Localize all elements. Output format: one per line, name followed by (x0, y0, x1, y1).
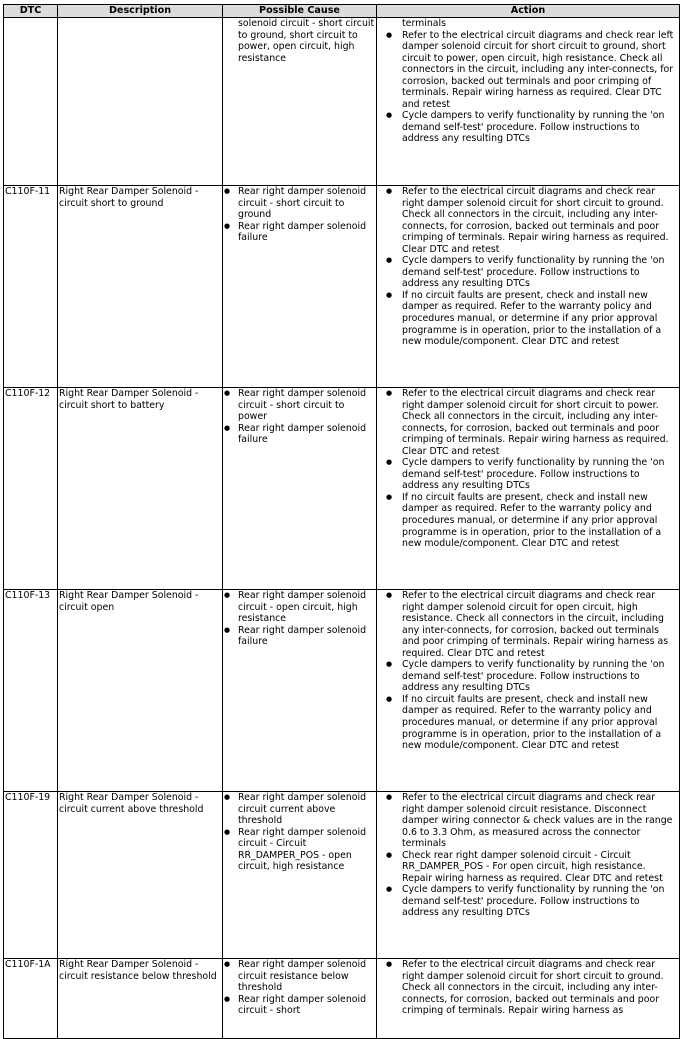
action-item: ● Refer to the electrical circuit diagrams and check rear right damper solenoid circuit for short circuit to power. Check all connectors in the circuit, including any inter-connects, for corrosion, backed out terminals and poor crimping of terminals. Repair wiring harness as required. Clear DTC and retest (402, 388, 678, 457)
possible-cause-cell (223, 388, 377, 590)
cause-item: ● Rear right damper solenoid circuit - short circuit to ground (238, 186, 375, 221)
cause-item: ● Rear right damper solenoid failure (238, 625, 375, 648)
table-row (4, 388, 680, 590)
table-row (4, 186, 680, 388)
cause-item: ● Rear right damper solenoid circuit - Circuit RR_DAMPER_POS - open circuit, high resistance (238, 827, 375, 873)
dtc-code (4, 18, 58, 186)
table-row (4, 590, 680, 792)
possible-cause-cell (223, 18, 377, 186)
header-action: Action (377, 5, 680, 18)
cause-item: solenoid circuit - short circuit to ground, short circuit to power, open circuit, high resistance (238, 18, 375, 64)
dtc-description: Right Rear Damper Solenoid - circuit short to ground (58, 186, 223, 388)
possible-cause-cell (223, 792, 377, 959)
dtc-table-page (3, 4, 679, 1039)
action-item: ● Cycle dampers to verify functionality by running the 'on demand self-test' procedure. Follow instructions to address any resulting DTCs (402, 659, 678, 694)
action-item: ● Refer to the electrical circuit diagrams and check rear left damper solenoid circuit for short circuit to ground, short circuit to power, open circuit, high resistance. Check all connectors in the circuit, including any inter-connects, for corrosion, backed out terminals and poor crimping of terminals. Repair wiring harness as required. Clear DTC and retest (402, 30, 678, 111)
header-dtc: DTC (4, 5, 58, 18)
dtc-code: C110F-11 (4, 186, 58, 388)
cause-item: ● Rear right damper solenoid circuit resistance below threshold (238, 959, 375, 994)
dtc-code: C110F-13 (4, 590, 58, 792)
cause-item: ● Rear right damper solenoid failure (238, 221, 375, 244)
action-cell (377, 18, 680, 186)
action-item: ● Refer to the electrical circuit diagrams and check rear right damper solenoid circuit resistance. Disconnect damper wiring connector & check values are in the range 0.6 to 3.3 Ohm, as measured across the connector terminals (402, 792, 678, 850)
action-item: ● If no circuit faults are present, check and install new damper as required. Refer to the warranty policy and procedures manual, or determine if any prior approval programme is in operation, prior to the installation of a new module/component. Clear DTC and retest (402, 290, 678, 348)
cause-item: ● Rear right damper solenoid circuit - short circuit to power (238, 388, 375, 423)
action-item: ● Check rear right damper solenoid circuit - Circuit RR_DAMPER_POS - For open circuit, high resistance. Repair wiring harness as required. Clear DTC and retest (402, 850, 678, 885)
table-header-row (4, 5, 680, 18)
dtc-code: C110F-19 (4, 792, 58, 959)
dtc-description (58, 18, 223, 186)
action-item: ● Cycle dampers to verify functionality by running the 'on demand self-test' procedure. Follow instructions to address any resulting DTCs (402, 110, 678, 145)
action-item: ● Refer to the electrical circuit diagrams and check rear right damper solenoid circuit for open circuit, high resistance. Check all connectors in the circuit, including any inter-connects, for corrosion, backed out terminals and poor crimping of terminals. Repair wiring harness as required. Clear DTC and retest (402, 590, 678, 659)
cause-item: ● Rear right damper solenoid failure (238, 423, 375, 446)
table-row (4, 792, 680, 959)
cause-item: ● Rear right damper solenoid circuit current above threshold (238, 792, 375, 827)
action-item: ● Cycle dampers to verify functionality by running the 'on demand self-test' procedure. Follow instructions to address any resulting DTCs (402, 884, 678, 919)
dtc-description: Right Rear Damper Solenoid - circuit short to battery (58, 388, 223, 590)
dtc-code: C110F-1A (4, 959, 58, 1039)
cause-item: ● Rear right damper solenoid circuit - short (238, 994, 375, 1017)
dtc-code: C110F-12 (4, 388, 58, 590)
header-description: Description (58, 5, 223, 18)
dtc-description: Right Rear Damper Solenoid - circuit current above threshold (58, 792, 223, 959)
action-cell (377, 792, 680, 959)
dtc-description: Right Rear Damper Solenoid - circuit resistance below threshold (58, 959, 223, 1039)
action-item: ● If no circuit faults are present, check and install new damper as required. Refer to the warranty policy and procedures manual, or determine if any prior approval programme is in operation, prior to the installation of a new module/component. Clear DTC and retest (402, 492, 678, 550)
header-possible-cause: Possible Cause (223, 5, 377, 18)
action-item: ● If no circuit faults are present, check and install new damper as required. Refer to the warranty policy and procedures manual, or determine if any prior approval programme is in operation, prior to the installation of a new module/component. Clear DTC and retest (402, 694, 678, 752)
action-cell (377, 388, 680, 590)
dtc-description: Right Rear Damper Solenoid - circuit open (58, 590, 223, 792)
table-row (4, 18, 680, 186)
action-item: ● Refer to the electrical circuit diagrams and check rear right damper solenoid circuit for short circuit to ground. Check all connectors in the circuit, including any inter-connects, for corrosion, backed out terminals and poor crimping of terminals. Repair wiring harness as required. Clear DTC and retest (402, 186, 678, 255)
action-item: ● Refer to the electrical circuit diagrams and check rear right damper solenoid circuit for short circuit to ground. Check all connectors in the circuit, including any inter-connects, for corrosion, backed out terminals and poor crimping of terminals. Repair wiring harness as (402, 959, 678, 1017)
action-item: ● Cycle dampers to verify functionality by running the 'on demand self-test' procedure. Follow instructions to address any resulting DTCs (402, 255, 678, 290)
possible-cause-cell (223, 590, 377, 792)
action-cell (377, 186, 680, 388)
action-item: ● Cycle dampers to verify functionality by running the 'on demand self-test' procedure. Follow instructions to address any resulting DTCs (402, 457, 678, 492)
action-item: terminals (402, 18, 447, 29)
dtc-table (3, 4, 680, 1039)
possible-cause-cell (223, 186, 377, 388)
action-cell (377, 590, 680, 792)
cause-item: ● Rear right damper solenoid circuit - open circuit, high resistance (238, 590, 375, 625)
